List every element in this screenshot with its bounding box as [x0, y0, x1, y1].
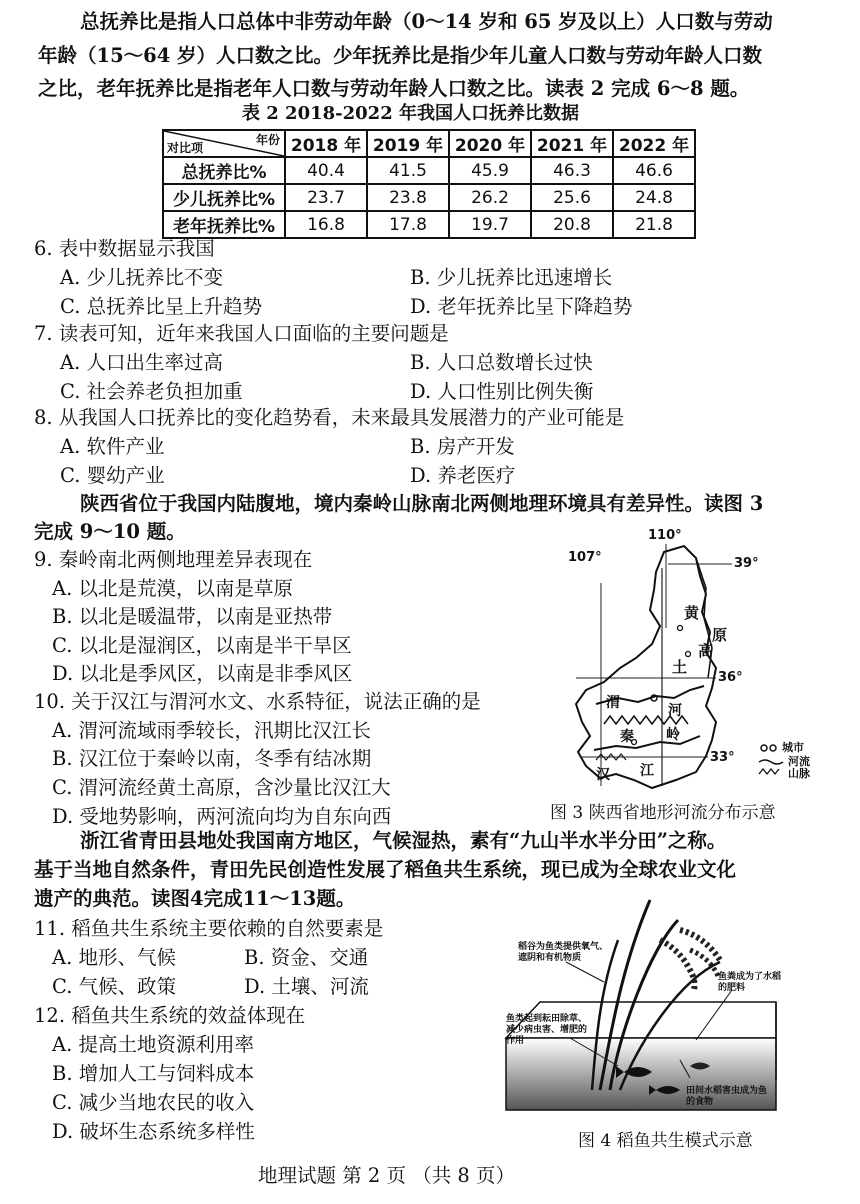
lat-36-label: 36°	[718, 670, 743, 685]
intro-line-2: 年龄（15～64 岁）人口数之比。少年抚养比是指少年儿童人口数与劳动年龄人口数	[38, 44, 763, 67]
table-cell: 23.8	[367, 184, 449, 211]
table-cell: 23.7	[285, 184, 367, 211]
q10-option-c[interactable]: C. 渭河流经黄土高原，含沙量比汉江大	[52, 776, 391, 799]
q11-option-b[interactable]: B. 资金、交通	[244, 946, 369, 969]
year-header: 2022 年	[613, 130, 695, 157]
intro2-line-1: 陕西省位于我国内陆腹地，境内秦岭山脉南北两侧地理环境具有差异性。读图 3	[80, 492, 764, 515]
table-cell: 17.8	[367, 211, 449, 238]
dependency-ratio-table	[162, 129, 696, 239]
table-corner-cell	[163, 130, 285, 157]
map-label-ling: 岭	[666, 727, 680, 743]
q9-option-d[interactable]: D. 以北是季风区，以南是非季风区	[52, 662, 353, 685]
intro3-line-3: 遗产的典范。读图4完成11～13题。	[34, 887, 356, 910]
map-label-han: 汉	[596, 767, 610, 783]
table-cell: 19.7	[449, 211, 531, 238]
q8-option-c[interactable]: C. 婴幼产业	[60, 464, 165, 487]
figure-3-caption: 图 3 陕西省地形河流分布示意	[550, 803, 776, 823]
table-cell: 25.6	[531, 184, 613, 211]
q8-option-b[interactable]: B. 房产开发	[410, 435, 515, 458]
shaanxi-map-figure	[556, 528, 836, 796]
q8-option-a[interactable]: A. 软件产业	[60, 435, 165, 458]
row-label: 少儿抚养比%	[163, 184, 285, 211]
legend-river-label: 河流	[788, 755, 810, 768]
table-title: 表 2 2018-2022 年我国人口抚养比数据	[242, 103, 579, 124]
intro3-line-1: 浙江省青田县地处我国南方地区，气候湿热，素有“九山半水半分田”之称。	[80, 829, 727, 852]
intro-line-3: 之比，老年抚养比是指老年人口数与劳动年龄人口数之比。读表 2 完成 6～8 题。	[38, 77, 750, 100]
year-header: 2018 年	[285, 130, 367, 157]
q12-option-d[interactable]: D. 破坏生态系统多样性	[52, 1120, 255, 1143]
fig4-label-fish-manure: 鱼粪成为了水稻的肥料	[718, 972, 782, 993]
table-cell: 21.8	[613, 211, 695, 238]
lon-107-label: 107°	[568, 550, 602, 565]
question-11-stem: 11. 稻鱼共生系统主要依赖的自然要素是	[34, 917, 384, 940]
question-9-stem: 9. 秦岭南北两侧地理差异表现在	[34, 548, 313, 571]
figure-4-caption: 图 4 稻鱼共生模式示意	[578, 1131, 753, 1151]
map-label-huang: 黄	[684, 604, 700, 622]
row-label: 老年抚养比%	[163, 211, 285, 238]
q8-option-d[interactable]: D. 养老医疗	[410, 464, 516, 487]
row-label: 总抚养比%	[163, 157, 285, 184]
intro2-line-2: 完成 9～10 题。	[34, 520, 186, 543]
map-label-tu: 土	[672, 658, 688, 676]
map-label-gao: 高	[698, 642, 714, 660]
legend-city-label: 城市	[782, 741, 804, 754]
q11-option-a[interactable]: A. 地形、气候	[52, 946, 176, 969]
table-cell: 46.3	[531, 157, 613, 184]
q7-option-a[interactable]: A. 人口出生率过高	[60, 351, 223, 374]
year-header: 2020 年	[449, 130, 531, 157]
q10-option-d[interactable]: D. 受地势影响，两河流向均为自东向西	[52, 805, 392, 828]
question-6-stem: 6. 表中数据显示我国	[34, 237, 215, 260]
table-row	[163, 184, 695, 211]
q7-option-b[interactable]: B. 人口总数增长过快	[410, 351, 593, 374]
table-header-row	[163, 130, 695, 157]
table-row	[163, 211, 695, 238]
page-footer: 地理试题 第 2 页 （共 8 页）	[258, 1164, 516, 1187]
legend-mountain-label: 山脉	[788, 767, 810, 780]
question-10-stem: 10. 关于汉江与渭河水文、水系特征，说法正确的是	[34, 690, 481, 713]
fig4-label-fish-role: 鱼类起到耘田除草、减少病虫害、增肥的作用	[506, 1014, 588, 1046]
fig4-label-rice-benefit: 稻谷为鱼类提供氧气、遮阴和有机物质	[518, 942, 609, 963]
fig4-label-pest-food: 田间水稻害虫成为鱼的食物	[686, 1086, 768, 1107]
corner-item-label: 对比项	[167, 141, 204, 155]
map-label-yuan: 原	[712, 626, 728, 644]
corner-year-label: 年份	[255, 133, 280, 147]
question-8-stem: 8. 从我国人口抚养比的变化趋势看，未来最具发展潜力的产业可能是	[34, 406, 625, 429]
q6-option-d[interactable]: D. 老年抚养比呈下降趋势	[410, 295, 633, 318]
q11-option-c[interactable]: C. 气候、政策	[52, 975, 177, 998]
q6-option-b[interactable]: B. 少儿抚养比迅速增长	[410, 266, 613, 289]
table-row	[163, 157, 695, 184]
map-label-jiang: 江	[640, 763, 654, 779]
q9-option-c[interactable]: C. 以北是湿润区，以南是半干旱区	[52, 634, 352, 657]
intro-line-1: 总抚养比是指人口总体中非劳动年龄（0～14 岁和 65 岁及以上）人口数与劳动	[80, 10, 773, 33]
table-cell: 20.8	[531, 211, 613, 238]
q10-option-b[interactable]: B. 汉江位于秦岭以南，冬季有结冰期	[52, 747, 372, 770]
table-cell: 16.8	[285, 211, 367, 238]
q7-option-c[interactable]: C. 社会养老负担加重	[60, 380, 243, 403]
q12-option-b[interactable]: B. 增加人工与饲料成本	[52, 1062, 255, 1085]
table-cell: 40.4	[285, 157, 367, 184]
year-header: 2021 年	[531, 130, 613, 157]
q12-option-a[interactable]: A. 提高土地资源利用率	[52, 1033, 254, 1056]
q6-option-c[interactable]: C. 总抚养比呈上升趋势	[60, 295, 263, 318]
lat-39-label: 39°	[734, 556, 759, 571]
q12-option-c[interactable]: C. 减少当地农民的收入	[52, 1091, 255, 1114]
q9-option-a[interactable]: A. 以北是荒漠，以南是草原	[52, 577, 293, 600]
lon-110-label: 110°	[648, 528, 682, 543]
year-header: 2019 年	[367, 130, 449, 157]
q6-option-a[interactable]: A. 少儿抚养比不变	[60, 266, 223, 289]
table-cell: 46.6	[613, 157, 695, 184]
q7-option-d[interactable]: D. 人口性别比例失衡	[410, 380, 594, 403]
question-12-stem: 12. 稻鱼共生系统的效益体现在	[34, 1004, 306, 1027]
rice-fish-figure	[500, 890, 800, 1122]
map-label-wei: 渭	[606, 695, 620, 711]
table-cell: 26.2	[449, 184, 531, 211]
table-cell: 24.8	[613, 184, 695, 211]
q11-option-d[interactable]: D. 土壤、河流	[244, 975, 369, 998]
map-label-qin: 秦	[620, 729, 634, 745]
map-label-he: 河	[668, 703, 682, 719]
lat-33-label: 33°	[710, 750, 735, 765]
q9-option-b[interactable]: B. 以北是暖温带，以南是亚热带	[52, 605, 333, 628]
intro3-line-2: 基于当地自然条件，青田先民创造性发展了稻鱼共生系统，现已成为全球农业文化	[34, 858, 737, 881]
q10-option-a[interactable]: A. 渭河流域雨季较长，汛期比汉江长	[52, 719, 371, 742]
question-7-stem: 7. 读表可知，近年来我国人口面临的主要问题是	[34, 322, 449, 345]
table-cell: 41.5	[367, 157, 449, 184]
table-cell: 45.9	[449, 157, 531, 184]
